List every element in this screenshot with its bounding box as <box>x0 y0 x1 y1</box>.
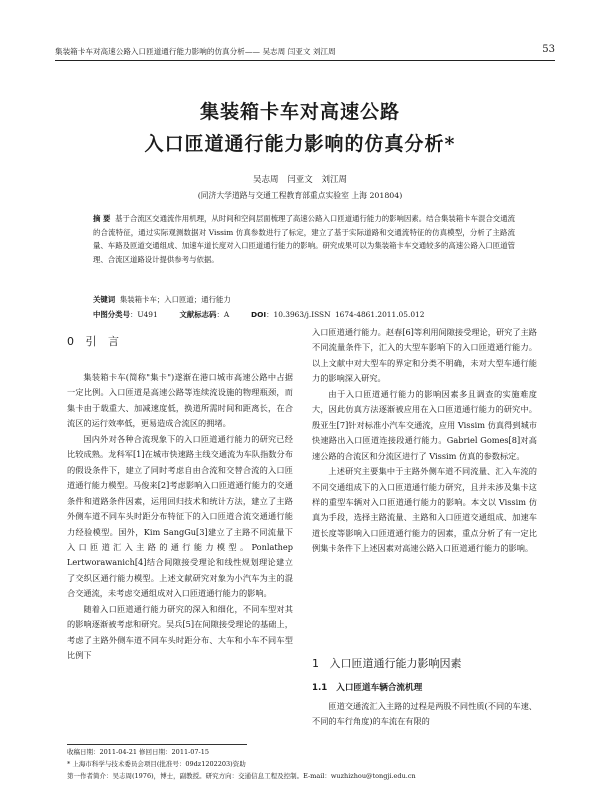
doi-value: 10.3963/j.ISSN 1674-4861.2011.05.012 <box>273 310 425 319</box>
section-number: 0 <box>67 335 74 348</box>
doc-code-value: A <box>223 310 230 319</box>
abstract-text: 基于合流区交通流作用机理，从时间和空间层面梳理了高速公路入口匝道通行能力的影响因素。结合集装箱卡车混合交通流的合流特征，通过实际观测数据对 Vissim 仿真参数进行了标定，建立了基于实际道路和交通流特征的仿真模型，分析了主路流量、车路及匝道交通组成、加速车道长度对入口匝道通行能力的影响。研究成果可以为集装箱卡车交通较多的高速公路入口匝道管理、合流区道路设计提供参考与依据。 <box>93 214 515 264</box>
section-title: 入口匝道通行能力影响因素 <box>329 657 462 670</box>
clc-value: U491 <box>137 310 158 319</box>
paper-title-line-1: 集装箱卡车对高速公路 <box>199 101 400 123</box>
doi-label: DOI <box>250 310 267 319</box>
classification-line: 中图分类号：U491 文献标志码：A DOI：10.3963/j.ISSN 1674-4861.2011.05.012 <box>93 310 425 319</box>
paragraph: 由于入口匝道通行能力的影响因素多且调查的实施难度大，因此仿真方法逐渐被应用在入口匝道通行能力的研究中。殷亚生[7]针对标准小汽车交通流，应用 Vissim 仿真得到城市快速路出入口匝道连接段通行能力。Gabriel Gomes[8]对高速公路的合流区和分流区进行了 Vissim 仿真的参数标定。 <box>312 388 537 461</box>
subsection-number: 1.1 <box>312 683 328 693</box>
footnote-dates: 收稿日期：2011-04-21 修回日期：2011-07-15 <box>67 748 210 756</box>
running-header <box>55 42 555 58</box>
keywords <box>93 294 515 305</box>
paragraph: 匝道交通流汇入主路的过程是两股不同性质(不同的车速、不同的车行角度)的车流在有限的 <box>312 701 537 727</box>
section-heading-intro <box>67 333 119 349</box>
paragraph: 随着入口匝道通行能力研究的深入和细化，不同车型对其的影响逐渐被考虑和研究。吴兵[5]在间隙接受理论的基础上，考虑了主路外侧车道不同车头时距分布、大车和小车不同车型比例下 <box>67 603 293 661</box>
right-column <box>312 325 537 557</box>
paragraph: 上述研究主要集中于主路外侧车道不同流量、汇入车流的不同交通组成下的入口匝道通行能力研究，且并未涉及集卡这样的重型车辆对入口匝道通行能力的影响。本文以 Vissim 仿真为手段，选择主路流量、主路和入口匝道交通组成、加速车道长度等影响入口匝道通行能力的因素，重点分析了有一定比例集卡条件下上述因素对高速公路入口匝道通行能力的影响。 <box>312 466 537 554</box>
running-title: 集装箱卡车对高速公路入口匝道通行能力影响的仿真分析—— 吴志周 闫亚文 刘江周 <box>55 47 336 56</box>
paragraph: 集装箱卡车(简称"集卡")遂渐在港口城市高速公路中占据一定比例。入口匝道是高速公路等连续流设施的物理瓶颈，而集卡由于载重大、加减速度低，换道所需时间和距离长，在合流区的运行效率低，更易造成合流区的拥堵。 <box>67 372 293 429</box>
section-number: 1 <box>312 657 319 670</box>
subsection-body <box>312 699 537 730</box>
page-number: 53 <box>542 44 555 55</box>
header-rule <box>55 60 555 61</box>
section-heading-1 <box>312 655 462 671</box>
clc-label: 中图分类号 <box>93 310 130 319</box>
subsection-title: 入口匝道车辆合流机理 <box>336 683 423 693</box>
author-list: 吴志周 闫亚文 刘江周 <box>253 175 347 185</box>
paragraph: 入口匝道通行能力。赵春[6]等利用间隙接受理论，研究了主路不同流量条件下，汇入的大型车影响下的入口匝道通行能力。以上文献中对大型车的界定和分类不明确，未对大型车通行能力的影响深入研究。 <box>312 327 537 384</box>
keywords-text: 集装箱卡车；入口匝道；通行能力 <box>119 295 231 304</box>
affiliation: (同济大学道路与交通工程教育部重点实验室 上海 201804) <box>197 191 403 200</box>
footnote-author: 第一作者简介：吴志周(1976)，博士，副教授。研究方向：交通信息工程及控制。E-mail：wuzhizhou@tongji.edu.cn <box>67 772 416 780</box>
footnote-fund: * 上海市科学与技术委员会项目(批准号：09dz1202203)资助 <box>67 760 246 768</box>
keywords-label: 关键词 <box>93 295 116 304</box>
abstract-label: 摘 要 <box>93 214 111 223</box>
left-column <box>67 370 293 664</box>
doc-code-label: 文献标志码 <box>179 310 217 319</box>
footnote-rule <box>67 744 247 745</box>
paper-title-line-2: 入口匝道通行能力影响的仿真分析* <box>144 133 456 155</box>
subsection-heading-1-1 <box>312 681 422 693</box>
paragraph: 国内外对各种合流现象下的入口匝道通行能力的研究已经比较成熟。龙科军[1]在城市快速路主线交通流为车队指数分布的假设条件下，建立了同时考虑自由合流和交替合流的入口匝道通行能力模型。马俊来[2]考虑影响入口匝道通行能力的交通条件和道路条件因素，运用回归技术和统计方法，建立了主路外侧车道不同车头时距分布特征下的入口匝道合流交通通行能力经验模型。国外，Kim SangGu[3]建立了主路不同流量下入口匝道汇入主路的通行能力模型。Ponlathep Lertworawanich[4]结合间隙接受理论和线性规划理论建立了交织区通行能力模型。上述文献研究对象为小汽车为主的混合交通流，未考虑交通组成对入口匝道通行能力的影响。 <box>67 433 293 599</box>
section-title: 引 言 <box>85 335 119 348</box>
abstract <box>93 212 515 266</box>
